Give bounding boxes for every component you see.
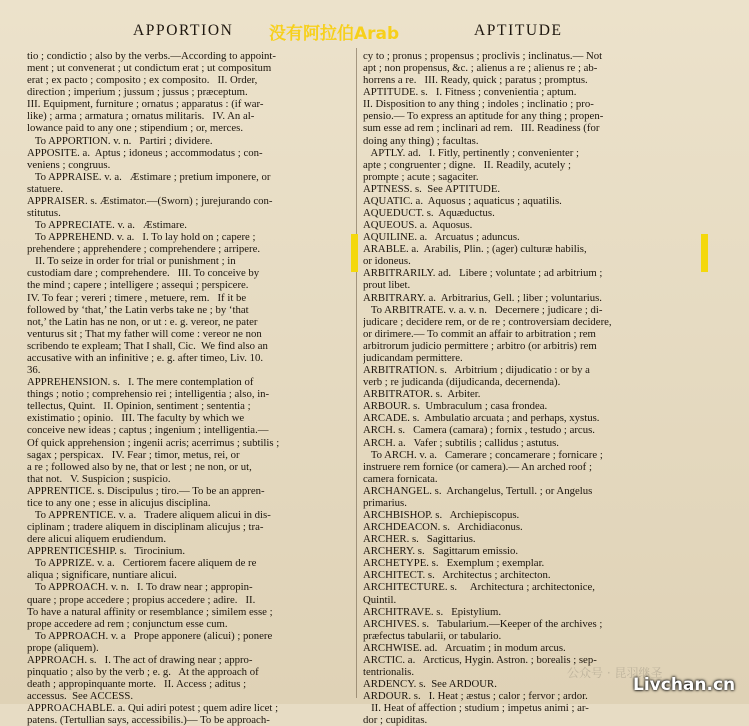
text-line: pinquatio ; also by the verb ; e. g. At the approach of <box>27 665 259 678</box>
text-line: ARCHITRAVE. s. Epistylium. <box>363 605 502 618</box>
running-head-right: APTITUDE <box>474 22 563 39</box>
text-line: ARBOUR. s. Umbraculum ; casa frondea. <box>363 400 548 413</box>
text-line: APTLY. ad. I. Fitly, pertinently ; convenienter ; <box>363 146 579 159</box>
text-line: APPROACH. s. I. The act of drawing near ; appro- <box>27 653 253 666</box>
text-line: accessus. See ACCESS. <box>27 690 134 703</box>
text-line: ARCH. a. Vafer ; subtilis ; callidus ; astutus. <box>363 436 559 449</box>
text-line: tentrionalis. <box>363 665 415 678</box>
text-line: ARBITRARY. a. Arbitrarius, Gell. ; liber ; voluntarius. <box>363 291 602 304</box>
text-line: AQUATIC. a. Aquosus ; aquaticus ; aquatilis. <box>363 194 562 207</box>
text-line: cy to ; pronus ; propensus ; proclivis ; inclinatus.— Not <box>363 50 603 62</box>
text-line: apt ; non propensus, &c. ; alienus a re ; alienus re ; ab- <box>363 62 598 75</box>
text-line: ARBITRATOR. s. Arbiter. <box>363 388 481 401</box>
text-line: APPREHENSION. s. I. The mere contemplation of <box>27 376 254 389</box>
text-line: To ARBITRATE. v. a. v. n. Decernere ; judicare ; di- <box>363 303 603 316</box>
text-line: stitutus. <box>27 207 61 220</box>
text-line: ARCHIVES. s. Tabularium.—Keeper of the archives ; <box>363 617 603 630</box>
watermark-site: Livchan.cn <box>633 675 736 695</box>
highlight-marker-right <box>701 234 708 272</box>
text-line: or idoneus. <box>363 255 411 268</box>
text-line: ARDOUR. s. I. Heat ; æstus ; calor ; fervor ; ardor. <box>363 690 588 703</box>
text-line: custodiam dare ; comprehendere. III. To conceive by <box>27 267 260 280</box>
text-line: ARCHITECT. s. Architectus ; architecton. <box>363 569 551 582</box>
text-line: ARCHBISHOP. s. Archiepiscopus. <box>363 508 520 521</box>
text-line: dere alicui aliquem erudiendum. <box>27 533 167 546</box>
text-line: arbitrorum judicio permittere ; arbitro (or arbitris) rem <box>363 339 597 352</box>
text-line: aliqua ; significare, nuntiare alicui. <box>27 569 177 582</box>
text-line: the mind ; capere ; intelligere ; assequi ; perspicere. <box>27 279 249 292</box>
text-line: APPRENTICESHIP. s. Tirocinium. <box>27 545 186 558</box>
text-line: ARCHWISE. ad. Arcuatim ; in modum arcus. <box>363 641 566 654</box>
text-line: ARCHERY. s. Sagittarum emissio. <box>363 545 519 558</box>
text-line: dor ; cupiditas. <box>363 714 428 726</box>
text-line: ARABLE. a. Arabilis, Plin. ; (ager) culturæ habilis, <box>363 243 587 256</box>
text-line: ARCHER. s. Sagittarius. <box>363 533 476 546</box>
text-line: horrens a re. III. Ready, quick ; paratus ; promptus. <box>363 74 588 87</box>
text-line: To APPREHEND. v. a. I. To lay hold on ; capere ; <box>27 231 256 244</box>
text-line: quare ; prope accedere ; propius accedere ; adire. II. <box>27 593 256 606</box>
text-line: like) ; arma ; armatura ; ornatus militaris. IV. An al- <box>27 110 255 123</box>
running-head-left: APPORTION <box>133 22 234 39</box>
text-line: APTNESS. s. See APTITUDE. <box>363 182 501 195</box>
text-line: verb ; re judicanda (dijudicanda, decernenda). <box>363 376 561 389</box>
text-line: APPOSITE. a. Aptus ; idoneus ; accommodatus ; con- <box>27 146 263 159</box>
text-line: II. Disposition to any thing ; indoles ; inclinatio ; pro- <box>363 98 594 111</box>
text-line: things ; notio ; comprehensio rei ; intelligentia ; also, in- <box>27 388 270 401</box>
text-line: accusative with an infinitive ; e. g. after timeo, Liv. 10. <box>27 351 264 364</box>
text-line: II. Heat of affection ; studium ; impetus animi ; ar- <box>363 702 589 715</box>
text-line: followed by ‘that,’ the Latin verbs take ne ; by ‘that <box>27 303 249 316</box>
text-line: AQUILINE. a. Arcuatus ; aduncus. <box>363 231 520 244</box>
text-line: tellectus, Quint. II. Opinion, sentiment ; sententia ; <box>27 400 251 413</box>
text-line: ARCHITECTURE. s. Architectura ; architectonice, <box>363 581 595 594</box>
overlay-banner-text: 没有阿拉伯Arab <box>269 24 400 44</box>
text-line: existimatio ; opinio. III. The faculty by which we <box>27 412 245 425</box>
text-line: camera fornicata. <box>363 472 438 485</box>
text-line: ARCH. s. Camera (camara) ; fornix , testudo ; arcus. <box>363 424 595 437</box>
text-line: III. Equipment, furniture ; ornatus ; apparatus : (if war- <box>27 98 264 111</box>
text-line: 36. <box>27 364 41 377</box>
text-line: lowance paid to any one ; stipendium ; or, merces. <box>27 122 244 135</box>
text-line: prehendere ; apprehendere ; comprehendere ; arripere. <box>27 243 261 256</box>
text-line: APPRENTICE. s. Discipulus ; tiro.— To be an appren- <box>27 484 265 497</box>
text-line: tice to any one ; esse in alicujus disciplina. <box>27 496 211 509</box>
text-line: To ARCH. v. a. Camerare ; concamerare ; fornicare ; <box>363 448 603 461</box>
text-line: pensio.— To express an aptitude for any thing ; propen- <box>363 110 604 123</box>
text-line: sagax ; perspicax. IV. Fear ; timor, metus, rei, or <box>27 448 240 461</box>
text-line: ment ; ut convenerat ; ut condictum erat ; ut compositum <box>27 62 272 75</box>
text-line: ARCHANGEL. s. Archangelus, Tertull. ; or Angelus <box>363 484 593 497</box>
text-line: To APPROACH. v. a Prope apponere (alicui) ; ponere <box>27 629 273 642</box>
text-line: APTITUDE. s. I. Fitness ; convenientia ; aptum. <box>363 86 577 99</box>
left-column <box>27 50 353 726</box>
text-line: death ; appropinquante morte. II. Access ; aditus ; <box>27 678 247 691</box>
text-line: not,’ the Latin has ne non, or ut : e. g. vereor, ne pater <box>27 315 258 328</box>
text-line: erat ; ex pacto ; composito ; ex composito. II. Order, <box>27 74 258 87</box>
text-line: prout libet. <box>363 279 411 292</box>
text-line: II. To seize in order for trial or punishment ; in <box>27 255 236 268</box>
text-line: APPRAISER. s. Æstimator.—(Sworn) ; jurejurando con- <box>27 194 273 207</box>
text-line: ARBITRARILY. ad. Libere ; voluntate ; ad arbitrium ; <box>363 267 603 280</box>
text-line: venturus sit ; That my father will come : vereor ne non <box>27 327 262 340</box>
text-line: ARDENCY. s. See ARDOUR. <box>363 678 497 691</box>
text-line: To APPORTION. v. n. Partiri ; dividere. <box>27 134 213 147</box>
text-line: prope (aliquem). <box>27 641 99 654</box>
text-line: Quintil. <box>363 593 397 606</box>
text-line: ciplinam ; tradere aliquem in disciplinam alicujus ; tra- <box>27 521 264 534</box>
text-line: ARCHDEACON. s. Archidiaconus. <box>363 521 523 534</box>
text-line: IV. To fear ; vereri ; timere , metuere, rem. If it be <box>27 291 247 304</box>
text-line: statuere. <box>27 182 64 195</box>
watermark-account: 公众号 · 昆羽继圣 <box>567 666 663 680</box>
text-line: præfectus tabularii, or tabulario. <box>363 629 502 642</box>
text-line: To APPROACH. v. n. I. To draw near ; appropin- <box>27 581 253 594</box>
text-line: a re ; followed also by ne, that or lest ; ne non, or ut, <box>27 460 252 473</box>
text-line: conceive new ideas ; captus ; ingenium ; intelligentia.— <box>27 424 269 437</box>
text-line: judicandam permittere. <box>363 351 463 364</box>
right-column <box>363 50 688 726</box>
text-line: To APPRAISE. v. a. Æstimare ; pretium imponere, or <box>27 170 271 183</box>
text-line: ARBITRATION. s. Arbitrium ; dijudicatio : or by a <box>363 364 590 377</box>
text-line: To APPRENTICE. v. a. Tradere aliquem alicui in dis- <box>27 508 271 521</box>
text-line: tio ; condictio ; also by the verbs.—According to appoint- <box>27 50 276 62</box>
text-line: To APPRECIATE. v. a. Æstimare. <box>27 219 187 232</box>
text-line: To have a natural affinity or resemblance ; similem esse ; <box>27 605 273 618</box>
text-line: doing any thing) ; facultas. <box>363 134 479 147</box>
text-line: instruere rem fornice (or camera).— An arched roof ; <box>363 460 592 473</box>
text-line: that not. V. Suspicion ; suspicio. <box>27 472 171 485</box>
text-line: prope accedere ad rem ; conjunctum esse cum. <box>27 617 228 630</box>
highlight-marker-left <box>351 234 358 272</box>
text-line: scribendo te expleam; That I shall, Cic. We find also an <box>27 339 268 352</box>
text-line: APPROACHABLE. a. Qui adiri potest ; quem adire licet ; <box>27 702 279 715</box>
text-line: ARCHETYPE. s. Exemplum ; exemplar. <box>363 557 545 570</box>
text-line: Of quick apprehension ; ingenii acris; acerrimus ; subtilis ; <box>27 436 280 449</box>
column-divider <box>356 48 357 698</box>
text-line: judicare ; decidere rem, or de re ; controversiam decidere, <box>363 315 612 328</box>
text-line: AQUEOUS. a. Aquosus. <box>363 219 473 232</box>
text-line: primarius. <box>363 496 407 509</box>
text-line: veniens ; congruus. <box>27 158 111 171</box>
text-line: To APPRIZE. v. a. Certiorem facere aliquem de re <box>27 557 257 570</box>
text-line: direction ; imperium ; jussum ; jussus ; præceptum. <box>27 86 248 99</box>
text-line: apte ; congruenter ; digne. II. Readily, acutely ; <box>363 158 571 171</box>
text-line: ARCADE. s. Ambulatio arcuata ; and perhaps, xystus. <box>363 412 600 425</box>
text-line: patens. (Tertullian says, accessibilis.)— To be approach- <box>27 714 270 726</box>
text-line: AQUEDUCT. s. Aquæductus. <box>363 207 495 220</box>
text-line: ARCTIC. a. Arcticus, Hygin. Astron. ; borealis ; sep- <box>363 653 597 666</box>
text-line: or dirimere.— To commit an affair to arbitration ; rem <box>363 327 596 340</box>
text-line: sum esse ad rem ; inclinari ad rem. III. Readiness (for <box>363 122 600 135</box>
text-line: prompte ; acute ; sagaciter. <box>363 170 479 183</box>
